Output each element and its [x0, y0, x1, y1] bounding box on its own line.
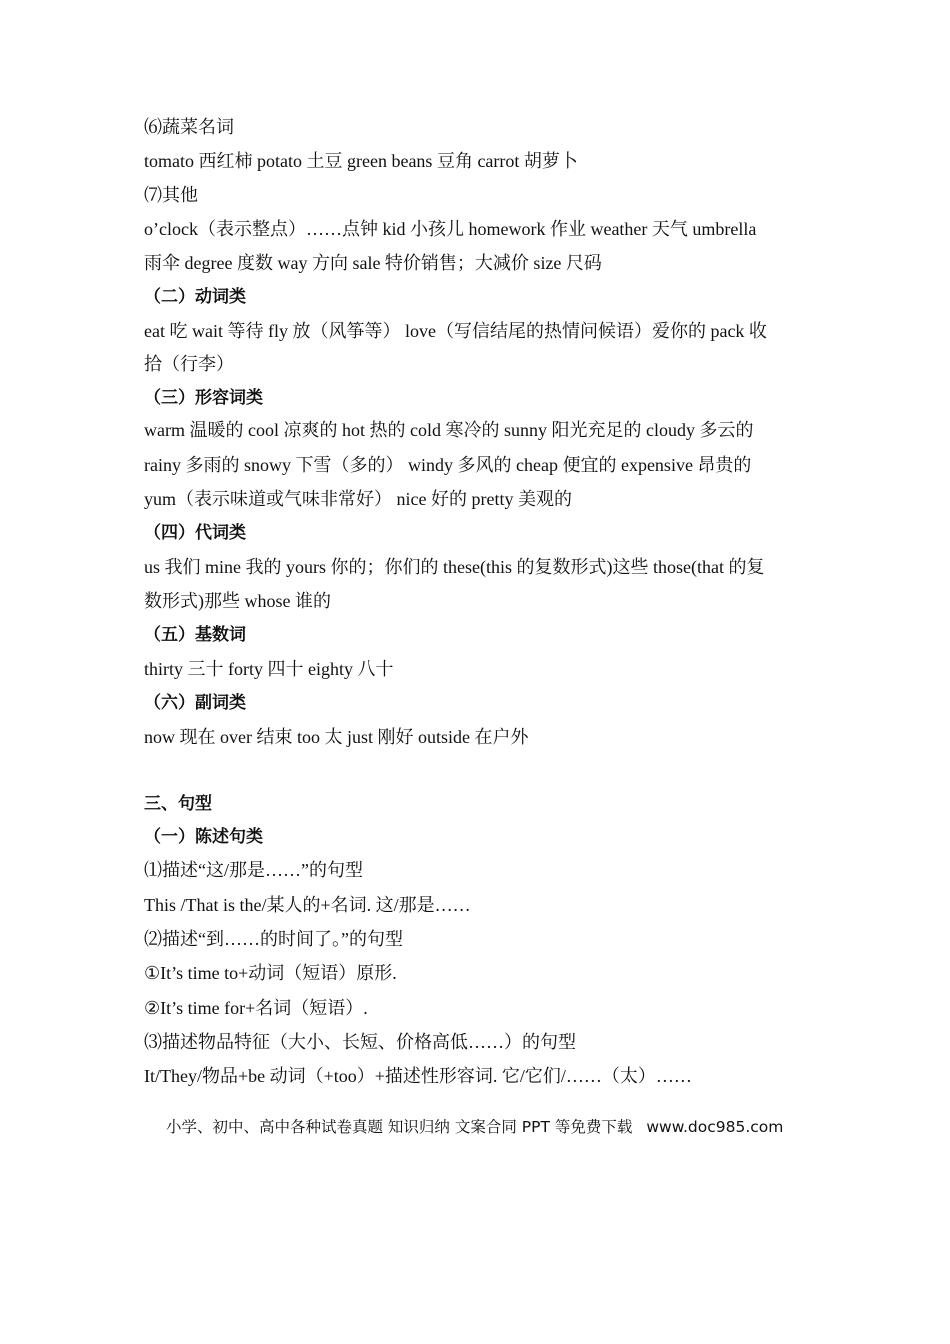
vocab-line: rainy 多雨的 snowy 下雪（多的） windy 多风的 cheap 便宜的 expensive 昂贵的 [144, 455, 752, 475]
pattern-line: ①It’s time to+动词（短语）原形. [144, 963, 397, 983]
pattern-heading: ⑶描述物品特征（大小、长短、价格高低……）的句型 [144, 1032, 576, 1052]
section-heading-verbs: （二）动词类 [144, 287, 246, 307]
vocab-line: yum（表示味道或气味非常好） nice 好的 pretty 美观的 [144, 489, 572, 509]
page-footer [166, 1115, 806, 1139]
vocab-line: warm 温暖的 cool 凉爽的 hot 热的 cold 寒冷的 sunny 阳光充足的 cloudy 多云的 [144, 420, 754, 440]
section-heading-cardinal-numbers: （五）基数词 [144, 625, 246, 645]
vocab-line: tomato 西红柿 potato 土豆 green beans 豆角 carrot 胡萝卜 [144, 151, 578, 171]
pattern-line: ②It’s time for+名词（短语）. [144, 998, 368, 1018]
vocab-line: us 我们 mine 我的 yours 你的；你们的 these(this 的复数形式)这些 those(that 的复 [144, 557, 765, 577]
vocab-line: o’clock（表示整点）……点钟 kid 小孩儿 homework 作业 weather 天气 umbrella [144, 219, 757, 239]
footer-text: 小学、初中、高中各种试卷真题 知识归纳 文案合同 PPT 等免费下载 [166, 1118, 633, 1136]
section-heading-pronouns: （四）代词类 [144, 523, 246, 543]
section-heading-adverbs: （六）副词类 [144, 693, 246, 713]
vocab-line: 拾（行李） [144, 354, 234, 374]
pattern-heading: ⑴描述“这/那是……”的句型 [144, 860, 363, 880]
section-heading-declarative: （一）陈述句类 [144, 827, 263, 847]
vocab-line: 数形式)那些 whose 谁的 [144, 591, 331, 611]
vocab-line: now 现在 over 结束 too 太 just 刚好 outside 在户外 [144, 727, 529, 747]
chapter-heading-sentence-patterns: 三、句型 [144, 794, 212, 814]
vocab-line: 雨伞 degree 度数 way 方向 sale 特价销售；大减价 size 尺码 [144, 253, 602, 273]
footer-url-link[interactable]: www.doc985.com [646, 1118, 784, 1136]
subheading-others: ⑺其他 [144, 185, 198, 205]
pattern-line: This /That is the/某人的+名词. 这/那是…… [144, 895, 471, 915]
pattern-line: It/They/物品+be 动词（+too）+描述性形容词. 它/它们/……（太）…… [144, 1066, 692, 1086]
pattern-heading: ⑵描述“到……的时间了。”的句型 [144, 929, 403, 949]
vocab-line: thirty 三十 forty 四十 eighty 八十 [144, 659, 394, 679]
section-heading-adjectives: （三）形容词类 [144, 388, 263, 408]
vocab-line: eat 吃 wait 等待 fly 放（风筝等） love（写信结尾的热情问候语）爱你的 pack 收 [144, 321, 767, 341]
subheading-vegetable-nouns: ⑹蔬菜名词 [144, 117, 234, 137]
